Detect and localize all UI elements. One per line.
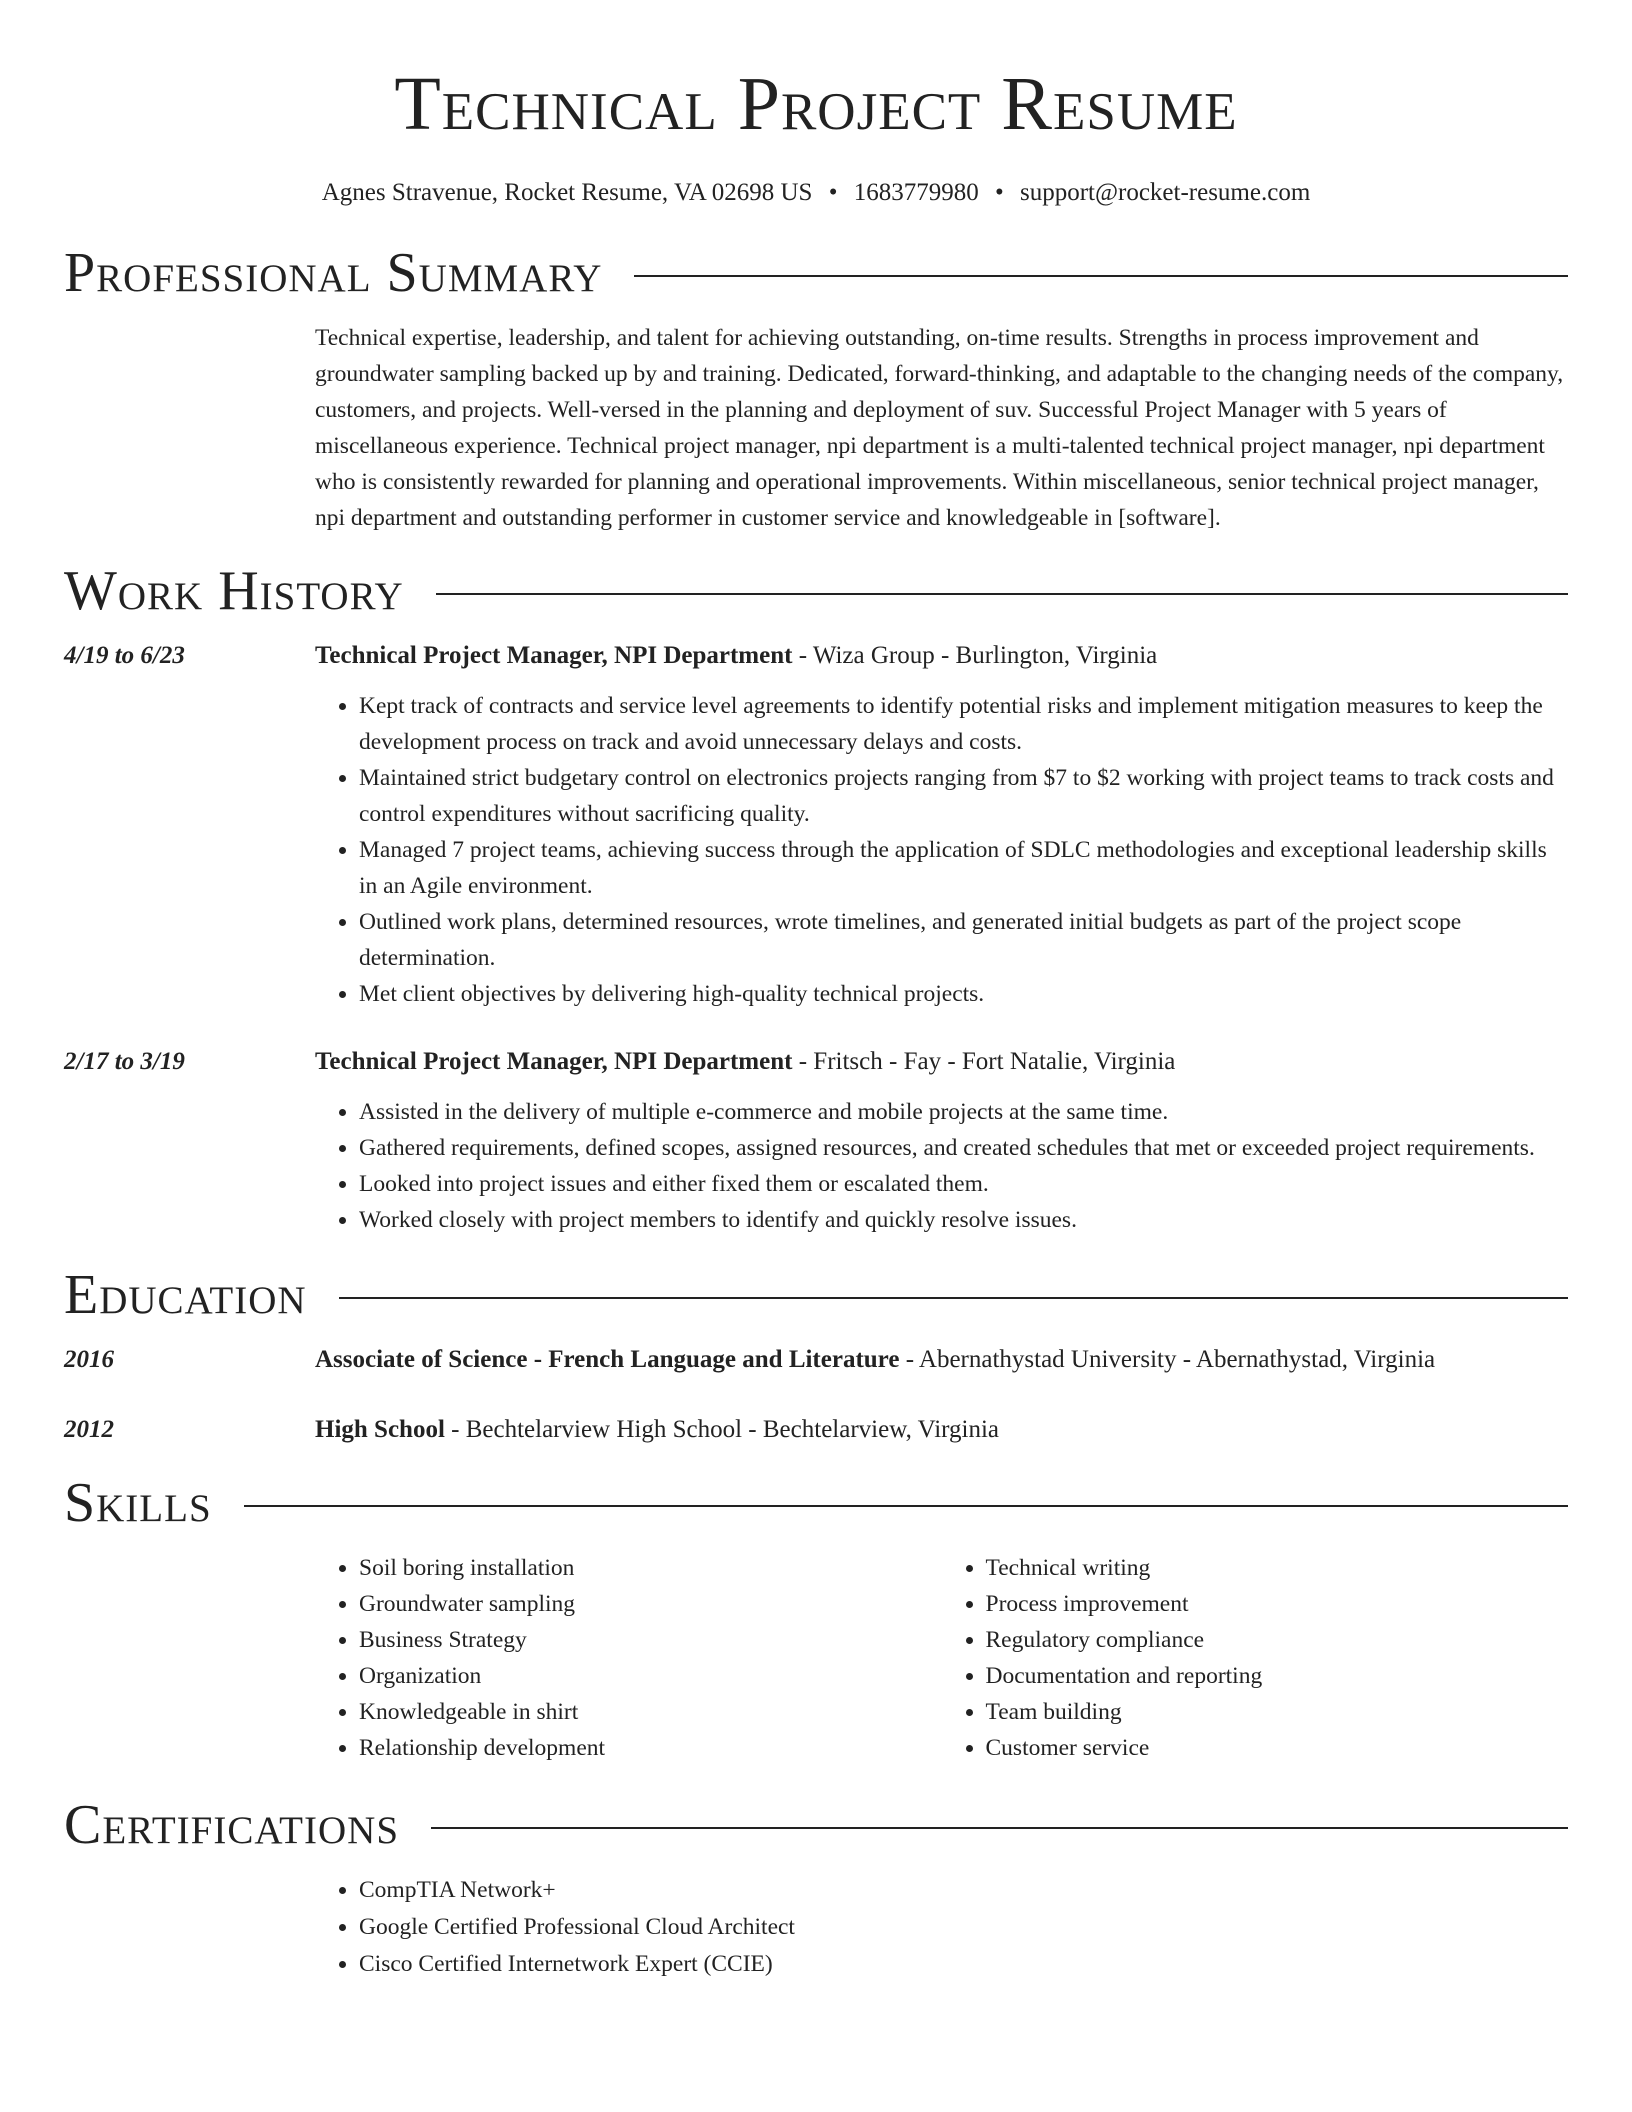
education-section-header	[64, 1262, 1568, 1328]
skill-item: • Relationship development	[359, 1730, 942, 1766]
education-heading: Education	[64, 1264, 307, 1326]
certifications-heading: Certifications	[64, 1794, 400, 1856]
skill-item: • Knowledgeable in shirt	[359, 1694, 942, 1730]
skill-item: • Documentation and reporting	[986, 1658, 1569, 1694]
job-bullet: • Looked into project issues and either fixed them or escalated them.	[359, 1166, 1568, 1202]
skill-item: • Soil boring installation	[359, 1550, 942, 1586]
contact-email: support@rocket-resume.com	[1019, 179, 1311, 206]
education-degree: Associate of Science - French Language and Literature	[315, 1346, 900, 1373]
contact-separator: •	[994, 179, 1004, 206]
skill-item: • Technical writing	[986, 1550, 1569, 1586]
section-divider	[244, 1505, 1568, 1507]
job-dates: 4/19 to 6/23	[64, 642, 185, 669]
skills-list-right	[942, 1550, 1569, 1766]
education-degree: High School	[315, 1416, 445, 1443]
section-divider	[339, 1297, 1568, 1299]
job-bullet: • Kept track of contracts and service level agreements to identify potential risks and implement mitigation measures to keep the development process on track and avoid unnecessary delays and costs.	[359, 688, 1568, 760]
certifications-list-wrap	[315, 1872, 1568, 1983]
education-line	[315, 1412, 1568, 1448]
job-bullet: • Worked closely with project members to identify and quickly resolve issues.	[359, 1202, 1568, 1238]
contact-line	[64, 176, 1568, 210]
job-bullet: • Met client objectives by delivering high-quality technical projects.	[359, 976, 1568, 1012]
education-year: 2016	[64, 1346, 114, 1373]
skills-section-header	[64, 1470, 1568, 1536]
resume-title: Technical Project Resume	[394, 62, 1238, 146]
education-entry	[64, 1412, 1568, 1448]
job-entry	[64, 1044, 1568, 1238]
job-title: Technical Project Manager, NPI Department	[315, 1048, 793, 1075]
certifications-section-header	[64, 1792, 1568, 1858]
contact-address: Agnes Stravenue, Rocket Resume, VA 02698 US	[321, 179, 813, 206]
section-divider	[634, 275, 1568, 277]
job-bullet: • Managed 7 project teams, achieving success through the application of SDLC methodologies and exceptional leadership skills in an Agile environment.	[359, 832, 1568, 904]
education-year: 2012	[64, 1416, 114, 1443]
job-entry	[64, 638, 1568, 1012]
skill-item: • Regulatory compliance	[986, 1622, 1569, 1658]
job-title: Technical Project Manager, NPI Department	[315, 642, 793, 669]
certification-item: • Cisco Certified Internetwork Expert (CCIE)	[359, 1946, 1568, 1983]
job-employer: - Wiza Group - Burlington, Virginia	[792, 642, 1158, 669]
resume-page	[64, 0, 1568, 1983]
skill-item: • Business Strategy	[359, 1622, 942, 1658]
job-bullet: • Outlined work plans, determined resources, wrote timelines, and generated initial budgets as part of the project scope determination.	[359, 904, 1568, 976]
work-section-header	[64, 558, 1568, 624]
skill-item: • Organization	[359, 1658, 942, 1694]
section-divider	[436, 593, 1568, 595]
skills-columns	[315, 1550, 1568, 1766]
certification-item: • Google Certified Professional Cloud Architect	[359, 1909, 1568, 1946]
certification-item: • CompTIA Network+	[359, 1872, 1568, 1909]
contact-phone: 1683779980	[853, 179, 979, 206]
job-employer: - Fritsch - Fay - Fort Natalie, Virginia	[792, 1048, 1176, 1075]
education-entry	[64, 1342, 1568, 1378]
summary-section-header	[64, 240, 1568, 306]
contact-separator: •	[828, 179, 838, 206]
skills-heading: Skills	[64, 1472, 212, 1534]
skills-list-left	[315, 1550, 942, 1766]
job-bullet: • Gathered requirements, defined scopes, assigned resources, and created schedules that met or exceeded project requirements.	[359, 1130, 1568, 1166]
job-bullet: • Maintained strict budgetary control on electronics projects ranging from $7 to $2 working with project teams to track costs and control expenditures without sacrificing quality.	[359, 760, 1568, 832]
skill-item: • Groundwater sampling	[359, 1586, 942, 1622]
job-title-line	[315, 638, 1568, 674]
certifications-list	[315, 1872, 1568, 1983]
job-bullets	[315, 688, 1568, 1012]
skill-item: • Team building	[986, 1694, 1569, 1730]
work-heading: Work History	[64, 560, 404, 622]
section-divider	[431, 1827, 1568, 1829]
education-line	[315, 1342, 1568, 1378]
summary-heading: Professional Summary	[64, 242, 603, 304]
education-school: - Bechtelarview High School - Bechtelarview, Virginia	[444, 1416, 1000, 1443]
job-title-line	[315, 1044, 1568, 1080]
skill-item: • Customer service	[986, 1730, 1569, 1766]
education-school: - Abernathystad University - Abernathystad, Virginia	[899, 1346, 1436, 1373]
summary-text: Technical expertise, leadership, and talent for achieving outstanding, on-time results. Strengths in process improvement and groundwater sampling backed up by and training. Dedicated, forward-thinking, and adaptable to the changing needs of the company, customers, and projects. Well-versed in the planning and deployment of suv. Successful Project Manager with 5 years of miscellaneous experience. Technical project manager, npi department is a multi-talented technical project manager, npi department who is consistently rewarded for planning and operational improvements. Within miscellaneous, senior technical project manager, npi department and outstanding performer in customer service and knowledgeable in [software].	[315, 325, 1564, 531]
skill-item: • Process improvement	[986, 1586, 1569, 1622]
job-dates: 2/17 to 3/19	[64, 1048, 185, 1075]
job-bullets	[315, 1094, 1568, 1238]
job-bullet: • Assisted in the delivery of multiple e-commerce and mobile projects at the same time.	[359, 1094, 1568, 1130]
